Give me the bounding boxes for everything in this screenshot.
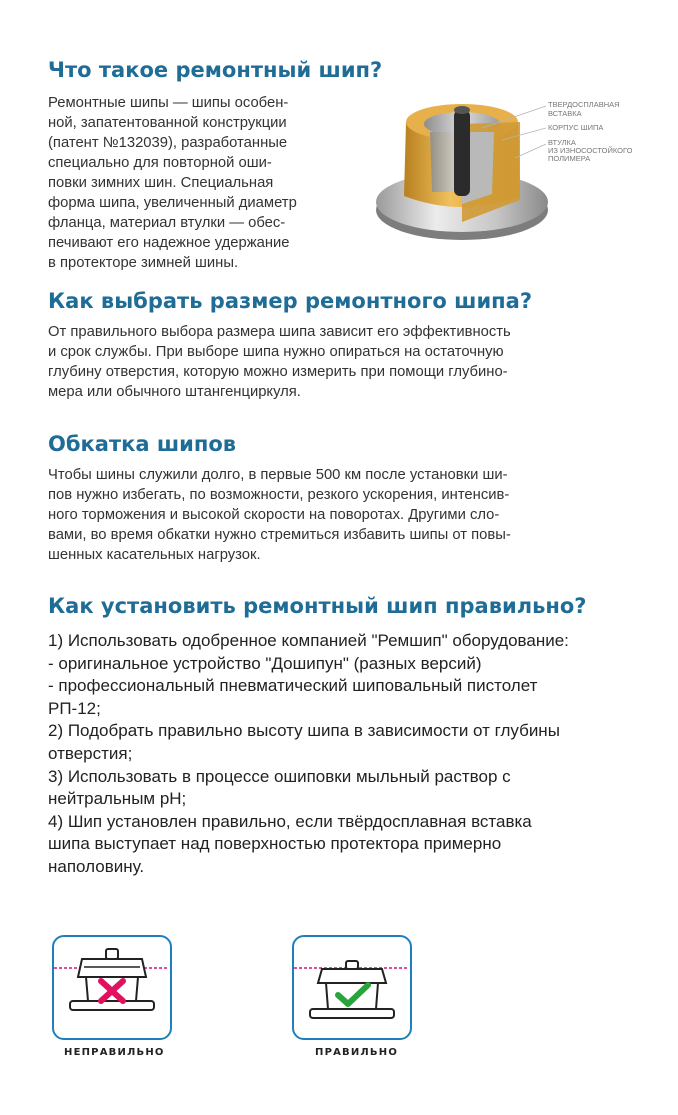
label-spike-body: КОРПУС ШИПА <box>548 123 604 132</box>
text-line: Чтобы шины служили долго, в первые 500 км после установки ши- <box>48 467 508 483</box>
text-line: ной, запатентованной конструкции <box>48 115 287 131</box>
label-sleeve: ВТУЛКА <box>548 138 576 147</box>
text-line: ного торможения и высокой скорости на поворотах. Другими сло- <box>48 507 500 523</box>
text-line: От правильного выбора размера шипа зависит его эффективность <box>48 324 511 340</box>
text-line: специально для повторной оши- <box>48 155 272 171</box>
text-line: шенных касательных нагрузок. <box>48 547 261 563</box>
heading-what-is-repair-spike: Что такое ремонтный шип? <box>48 58 383 82</box>
text-line: форма шипа, увеличенный диаметр <box>48 195 297 211</box>
list-item: - профессиональный пневматический шиповальный пистолет <box>48 676 538 696</box>
text-line: вами, во время обкатки нужно стремиться избавить шипы от повы- <box>48 527 511 543</box>
right-install-card <box>292 935 412 1040</box>
install-steps-list <box>48 630 648 879</box>
list-item: - оригинальное устройство "Дошипун" (разных версий) <box>48 653 482 673</box>
right-install-caption: ПРАВИЛЬНО <box>315 1047 399 1058</box>
text-line: (патент №132039), разработанные <box>48 135 288 151</box>
label-sleeve: ИЗ ИЗНОСОСТОЙКОГО <box>548 146 633 155</box>
wrong-install-caption: НЕПРАВИЛЬНО <box>64 1047 165 1058</box>
list-item: 1) Использовать одобренное компанией "Ремшип" оборудование: <box>48 631 569 650</box>
wrong-spike-illustration <box>54 937 169 1037</box>
text-line: мера или обычного штангенциркуля. <box>48 384 301 400</box>
list-item: нейтральным pH; <box>48 789 187 809</box>
list-item: наполовину. <box>48 856 145 876</box>
wrong-install-card <box>52 935 172 1040</box>
label-carbide-insert: ВСТАВКА <box>548 109 582 118</box>
list-item: РП-12; <box>48 698 101 718</box>
paragraph-break-in <box>48 465 638 565</box>
paragraph-choose-size <box>48 322 638 402</box>
text-line: печивают его надежное удержание <box>48 235 290 251</box>
text-line: и срок службы. При выборе шипа нужно опираться на остаточную <box>48 344 504 360</box>
list-item: шипа выступает над поверхностью протектора примерно <box>48 834 502 854</box>
label-carbide-insert: ТВЕРДОСПЛАВНАЯ <box>548 100 620 109</box>
list-item: 4) Шип установлен правильно, если твёрдосплавная вставка <box>48 811 532 831</box>
right-spike-illustration <box>294 937 409 1037</box>
text-line: фланца, материал втулки — обес- <box>48 215 286 231</box>
list-item: 3) Использовать в процессе ошиповки мыльный раствор с <box>48 766 511 786</box>
text-line: пов нужно избегать, по возможности, резкого ускорения, интенсив- <box>48 487 510 503</box>
heading-choose-size: Как выбрать размер ремонтного шипа? <box>48 289 533 313</box>
paragraph-what-is-repair-spike <box>48 93 358 273</box>
spike-cross-section-illustration <box>370 92 650 262</box>
text-line: повки зимних шин. Специальная <box>48 175 274 191</box>
text-line: глубину отверстия, которую можно измерить при помощи глубино- <box>48 364 508 380</box>
text-line: в протекторе зимней шины. <box>48 255 239 271</box>
heading-break-in: Обкатка шипов <box>48 432 237 456</box>
heading-how-to-install: Как установить ремонтный шип правильно? <box>48 594 587 618</box>
label-sleeve: ПОЛИМЕРА <box>548 154 591 163</box>
list-item: отверстия; <box>48 743 133 763</box>
list-item: 2) Подобрать правильно высоту шипа в зависимости от глубины <box>48 721 560 741</box>
text-line: Ремонтные шипы — шипы особен- <box>48 95 289 111</box>
